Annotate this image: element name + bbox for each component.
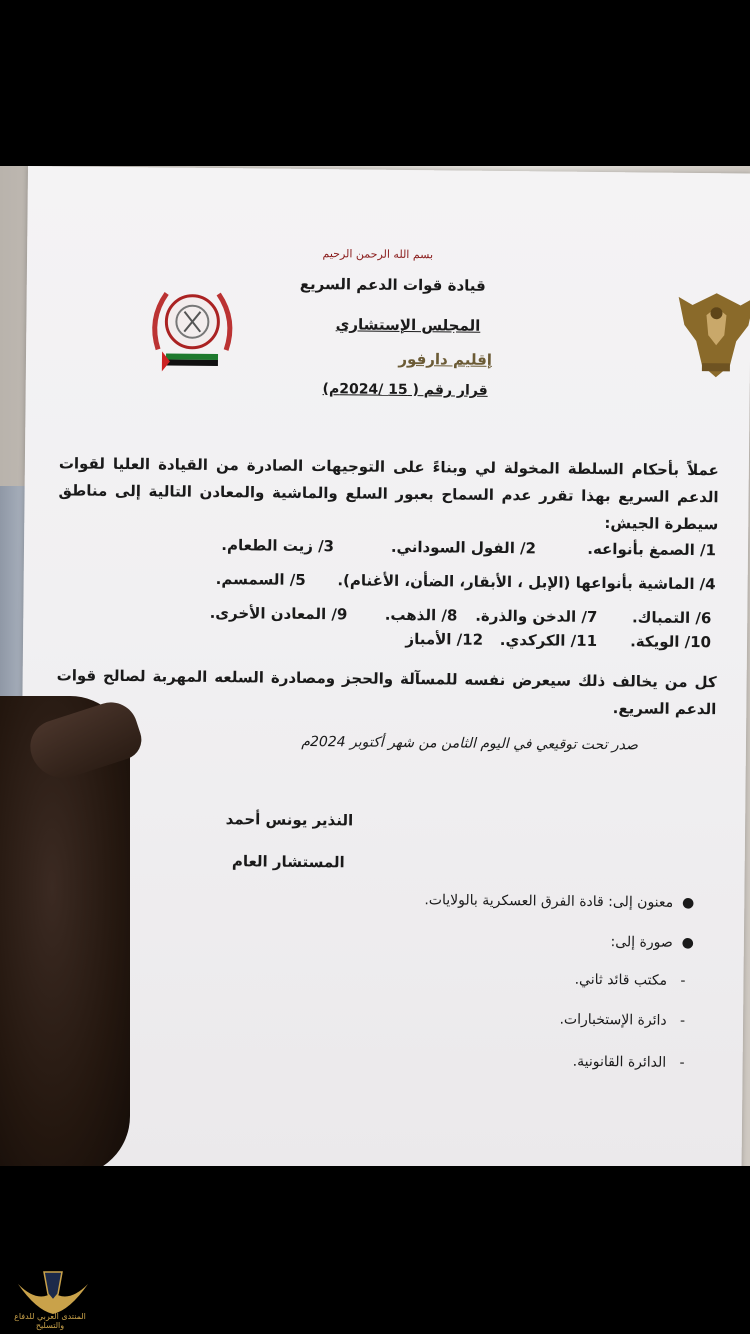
warning-text: كل من يخالف ذلك سيعرض نفسه للمسآلة والحجز ومصادرة السلعه المهربة لصالح قوات الدعم السريع. bbox=[56, 666, 717, 719]
item-3: 3/ زيت الطعام. bbox=[221, 536, 335, 556]
organization-name: قيادة قوات الدعم السريع bbox=[299, 274, 486, 295]
copy-to bbox=[610, 934, 694, 951]
rsf-emblem-icon bbox=[144, 279, 241, 376]
recipient-2: - دائرة الإستخبارات. bbox=[559, 1011, 686, 1029]
recipient-3-text: الدائرة القانونية. bbox=[572, 1053, 667, 1071]
addressed-to bbox=[424, 892, 694, 911]
item-1: 1/ الصمغ بأنواعه. bbox=[587, 539, 717, 560]
item-4: 4/ الماشية بأنواعها (الإبل ، الأبقار، الضأن، الأغنام). bbox=[337, 571, 716, 594]
watermark-text: المنتدى العربي للدفاع والتسليح bbox=[14, 1312, 86, 1330]
council-name: المجلس الإستشاري bbox=[335, 315, 481, 335]
item-5: 5/ السمسم. bbox=[215, 569, 306, 589]
item-11: 11/ الكركدي. bbox=[499, 630, 598, 650]
item-2: 2/ الفول السوداني. bbox=[390, 537, 537, 558]
recipient-2-text: دائرة الإستخبارات. bbox=[559, 1011, 667, 1029]
bullet-icon: ● bbox=[673, 894, 695, 912]
recipient-1: - مكتب قائد ثاني. bbox=[574, 971, 686, 989]
bullet-icon: ● bbox=[672, 934, 694, 952]
decision-intro: عملاً بأحكام السلطة المخولة لي وبناءً على التوجيهات الصادرة من القيادة العليا لقوات الدعم السريع بهذا تقرر عدم السماح بعبور السلع والماشية والمعادن التالية إلى مناطق سيطرة الجيش: bbox=[58, 454, 719, 534]
copy-to-text: صورة إلى: bbox=[610, 934, 673, 951]
item-10: 10/ الويكة. bbox=[630, 632, 712, 652]
recipient-3: - الدائرة القانونية. bbox=[572, 1053, 685, 1071]
issue-date: صدر تحت توقيعي في اليوم الثامن من شهر أكتوبر 2024م bbox=[301, 733, 639, 754]
region-name: إقليم دارفور bbox=[398, 349, 493, 369]
signatory-name: النذير يونس أحمد bbox=[225, 810, 354, 830]
signatory-title: المستشار العام bbox=[231, 852, 345, 872]
item-7: 7/ الدخن والذرة. bbox=[475, 606, 598, 626]
item-8: 8/ الذهب. bbox=[384, 605, 458, 625]
sudan-emblem-icon bbox=[672, 285, 750, 386]
recipient-1-text: مكتب قائد ثاني. bbox=[574, 971, 668, 989]
basmala: بسم الله الرحمن الرحيم bbox=[322, 247, 434, 262]
decree-number: قرار رقم ( 15 /2024م) bbox=[322, 381, 488, 399]
photo-background bbox=[0, 166, 750, 1166]
item-9: 9/ المعادن الأخرى. bbox=[209, 603, 348, 624]
item-6: 6/ التمباك. bbox=[631, 608, 712, 628]
addressed-to-text: معنون إلى: قادة الفرق العسكرية بالولايات. bbox=[424, 892, 674, 911]
item-12: 12/ الأمباز bbox=[405, 629, 484, 649]
